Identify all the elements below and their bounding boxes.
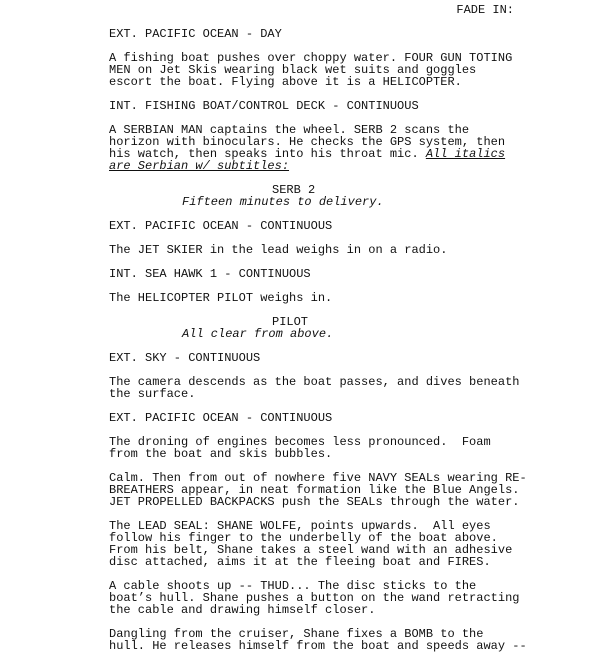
action-line: Calm. Then from out of nowhere five NAVY SEALs wearing RE- [109, 471, 527, 485]
action-line: A cable shoots up -- THUD... The disc sticks to the [109, 579, 477, 593]
action-line: hull. He releases himself from the boat and speeds away -- [109, 639, 527, 653]
action-line: The LEAD SEAL: SHANE WOLFE, points upwards. All eyes [109, 519, 491, 533]
scene-heading-5: EXT. SKY - CONTINUOUS [109, 351, 261, 365]
action-line: A fishing boat pushes over choppy water. FOUR GUN TOTING [109, 51, 513, 65]
action-line: Dangling from the cruiser, Shane fixes a BOMB to the [109, 627, 484, 641]
action-line: from the boat and skis bubbles. [109, 447, 333, 461]
action-line: A SERBIAN MAN captains the wheel. SERB 2 scans the [109, 123, 470, 137]
transition-fade-in: FADE IN: [456, 3, 514, 17]
action-line: BREATHERS appear, in neat formation like the Blue Angels. [109, 483, 520, 497]
action-line: escort the boat. Flying above it is a HELICOPTER. [109, 75, 462, 89]
scene-heading-3: EXT. PACIFIC OCEAN - CONTINUOUS [109, 219, 333, 233]
action-line: follow his finger to the underbelly of the boat above. [109, 531, 498, 545]
scene-heading-4: INT. SEA HAWK 1 - CONTINUOUS [109, 267, 311, 281]
dialogue-line: Fifteen minutes to delivery. [182, 195, 384, 209]
scene-heading-2: INT. FISHING BOAT/CONTROL DECK - CONTINUOUS [109, 99, 419, 113]
action-line: The droning of engines becomes less pronounced. Foam [109, 435, 491, 449]
action-line: The camera descends as the boat passes, and dives beneath [109, 375, 520, 389]
scene-heading-1: EXT. PACIFIC OCEAN - DAY [109, 27, 282, 41]
action-line: disc attached, aims it at the fleeing boat and FIRES. [109, 555, 491, 569]
action-line: From his belt, Shane takes a steel wand with an adhesive [109, 543, 513, 557]
action-line: horizon with binoculars. He checks the GPS system, then [109, 135, 506, 149]
action-line-text: his watch, then speaks into his throat mic. [109, 147, 426, 161]
dialogue-line: All clear from above. [182, 327, 334, 341]
scene-heading-6: EXT. PACIFIC OCEAN - CONTINUOUS [109, 411, 333, 425]
action-line: the surface. [109, 387, 196, 401]
action-line: JET PROPELLED BACKPACKS push the SEALs through the water. [109, 495, 520, 509]
italics-note: All italics [425, 147, 506, 161]
character-name-serb-2: SERB 2 [272, 183, 316, 197]
italics-note-continued: are Serbian w/ subtitles: [109, 159, 290, 173]
action-line: boat’s hull. Shane pushes a button on the wand retracting [109, 591, 520, 605]
character-name-pilot: PILOT [272, 315, 309, 329]
action-line: the cable and drawing himself closer. [109, 603, 376, 617]
action-line: The HELICOPTER PILOT weighs in. [109, 291, 333, 305]
action-line: MEN on Jet Skis wearing black wet suits and goggles [109, 63, 477, 77]
action-line: The JET SKIER in the lead weighs in on a radio. [109, 243, 448, 257]
